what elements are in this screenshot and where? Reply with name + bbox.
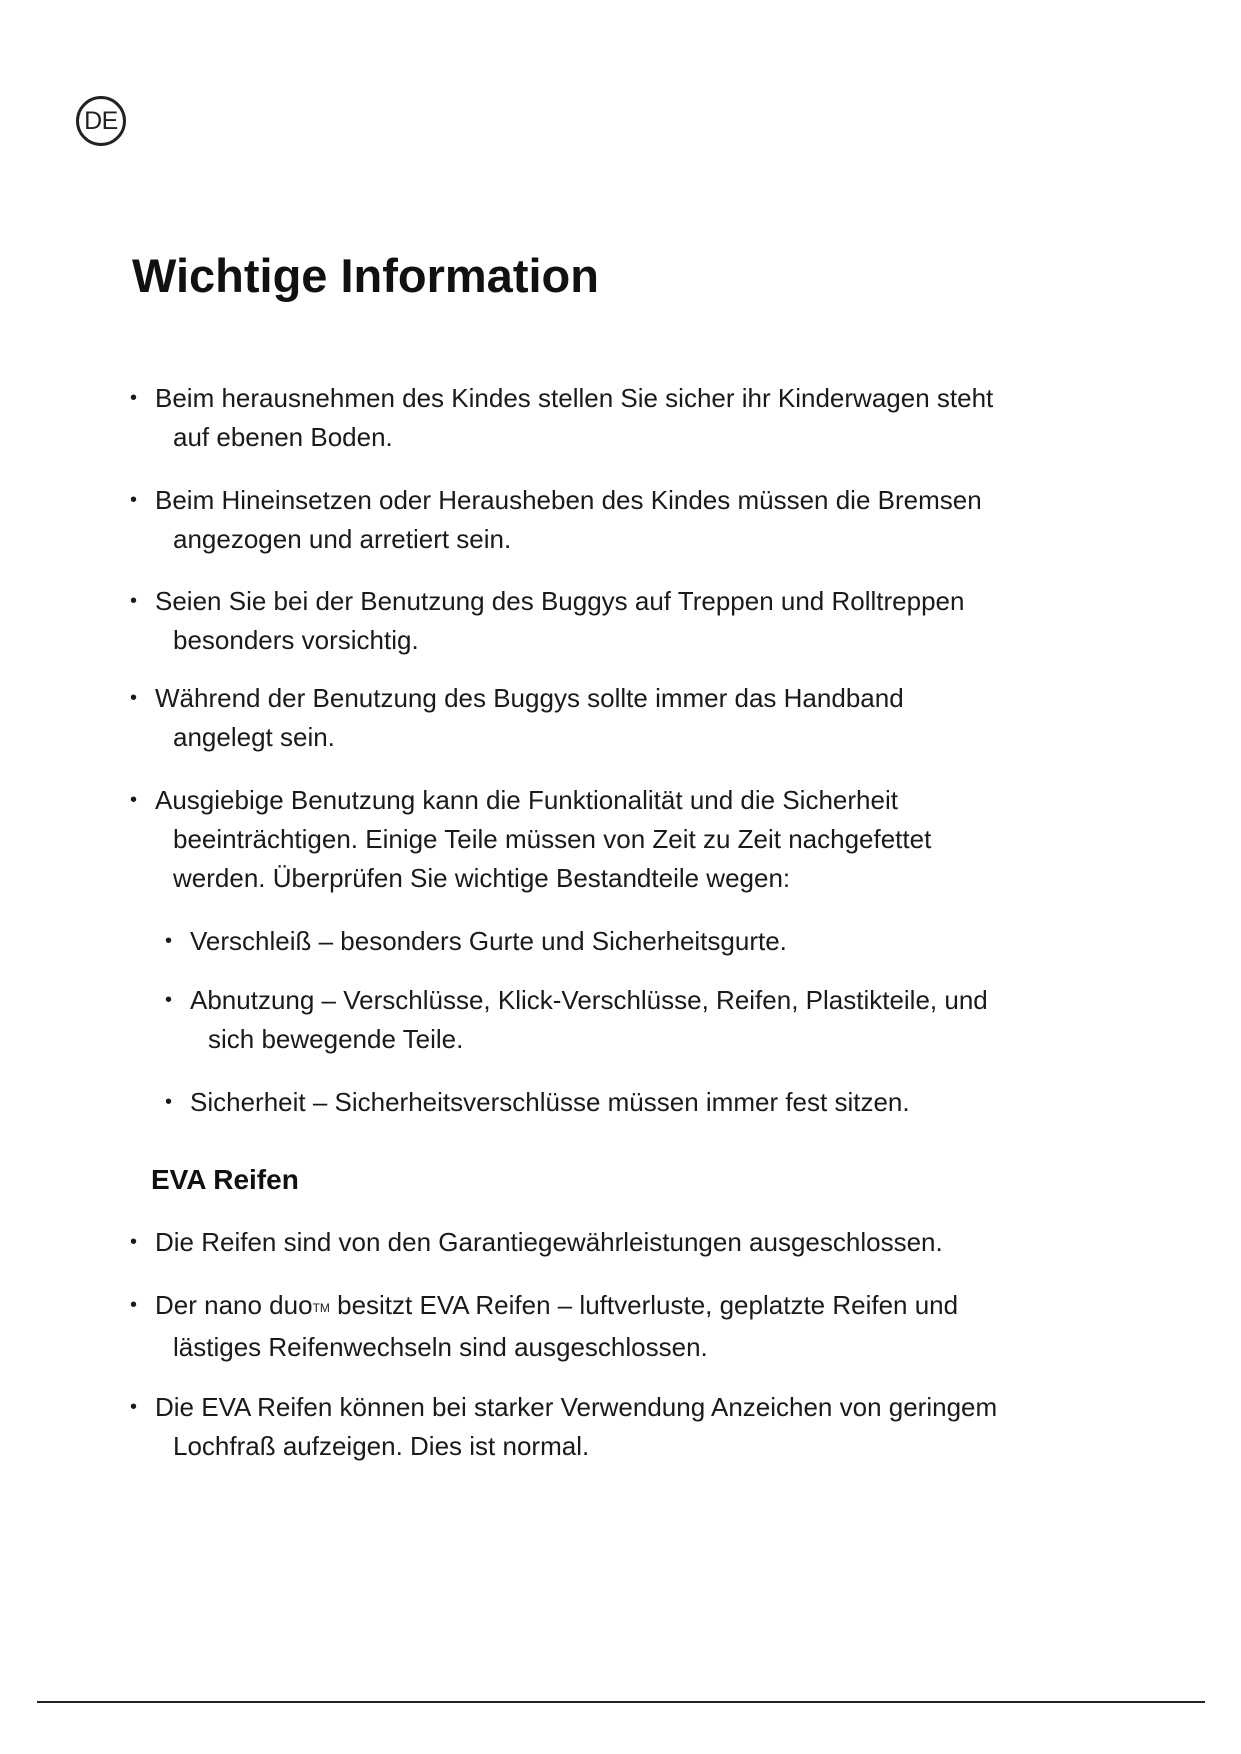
list-item: • Die Reifen sind von den Garantiegewährleistungen ausgeschlossen. [155, 1223, 943, 1262]
list-item: • Seien Sie bei der Benutzung des Buggys auf Treppen und Rolltreppen besonders vorsichtig. [155, 582, 964, 660]
bullet-icon: • [165, 989, 173, 1011]
list-item: • Während der Benutzung des Buggys sollte immer das Handband angelegt sein. [155, 679, 904, 757]
section-heading-eva-reifen: EVA Reifen [151, 1164, 299, 1195]
footer-divider [37, 1701, 1205, 1703]
page-title: Wichtige Information [132, 249, 599, 302]
language-badge-de: DE [76, 96, 126, 146]
sub-list-item: • Verschleiß – besonders Gurte und Sicherheitsgurte. [190, 922, 787, 961]
bullet-icon: • [130, 1231, 138, 1253]
list-item: • Der nano duoTM besitzt EVA Reifen – luftverluste, geplatzte Reifen und lästiges Reifenwechseln sind ausgeschlossen. [155, 1286, 958, 1367]
bullet-icon: • [130, 1294, 138, 1316]
bullet-icon: • [130, 789, 138, 811]
bullet-icon: • [165, 930, 173, 952]
trademark-mark: TM [312, 1301, 330, 1315]
bullet-icon: • [130, 387, 138, 409]
list-item: • Beim Hineinsetzen oder Herausheben des Kindes müssen die Bremsen angezogen und arretiert sein. [155, 481, 982, 559]
bullet-icon: • [130, 590, 138, 612]
bullet-icon: • [165, 1091, 173, 1113]
bullet-icon: • [130, 1396, 138, 1418]
list-item: • Ausgiebige Benutzung kann die Funktionalität und die Sicherheit beeinträchtigen. Einige Teile müssen von Zeit zu Zeit nachgefettet werden. Überprüfen Sie wichtige Bestandteile wegen: [155, 781, 931, 898]
sub-list-item: • Sicherheit – Sicherheitsverschlüsse müssen immer fest sitzen. [190, 1083, 910, 1122]
list-item: • Beim herausnehmen des Kindes stellen Sie sicher ihr Kinderwagen steht auf ebenen Boden. [155, 379, 993, 457]
bullet-icon: • [130, 687, 138, 709]
list-item: • Die EVA Reifen können bei starker Verwendung Anzeichen von geringem Lochfraß aufzeigen. Dies ist normal. [155, 1388, 997, 1466]
bullet-icon: • [130, 489, 138, 511]
sub-list-item: • Abnutzung – Verschlüsse, Klick-Verschlüsse, Reifen, Plastikteile, und sich bewegende Teile. [190, 981, 988, 1059]
